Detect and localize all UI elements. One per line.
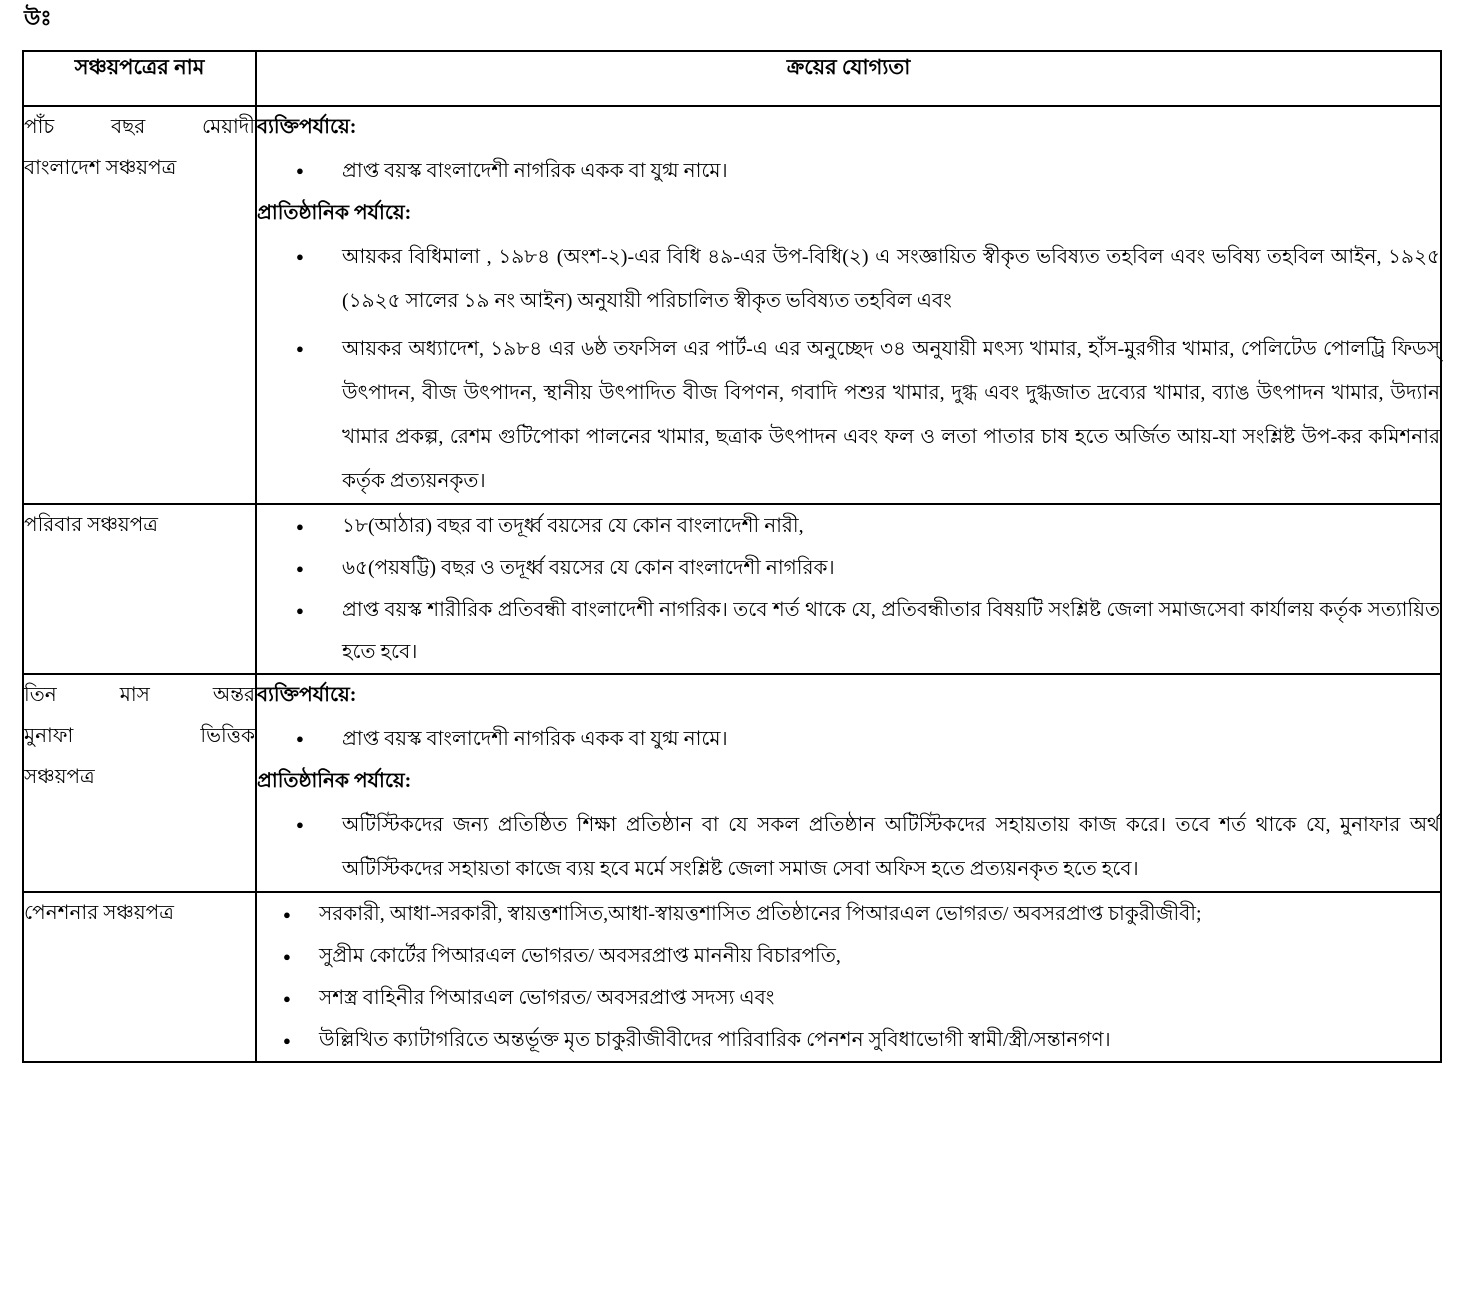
institutional-level-heading: প্রাতিষ্ঠানিক পর্যায়ে: [257, 770, 412, 792]
certificate-name-line: সঞ্চয়পত্র [24, 766, 95, 788]
eligibility-cell [256, 106, 1441, 504]
certificate-name-line: পাঁচ বছর মেয়াদী [24, 116, 255, 138]
list-item: ● অটিস্টিকদের জন্য প্রতিষ্ঠিত শিক্ষা প্রতিষ্ঠান বা যে সকল প্রতিষ্ঠান অটিস্টিকদের সহায়তায় কাজ করে। তবে শর্ত থাকে যে, মুনাফার অর্থ অটিস্টিকদের সহায়তা কাজে ব্যয় হবে মর্মে সংশ্লিষ্ট জেলা সমাজ সেবা অফিস হতে প্রত্যয়নকৃত হতে হবে। [257, 803, 1440, 891]
list-item: ● আয়কর বিধিমালা , ১৯৮৪ (অংশ-২)-এর বিধি ৪৯-এর উপ-বিধি(২) এ সংজ্ঞায়িত স্বীকৃত ভবিষ্যত তহবিল এবং ভবিষ্য তহবিল আইন, ১৯২৫ (১৯২৫ সালের ১৯ নং আইন) অনুযায়ী পরিচালিত স্বীকৃত ভবিষ্যত তহবিল এবং [257, 235, 1440, 323]
individual-level-heading: ব্যক্তিপর্যায়ে: [257, 116, 357, 138]
individual-level-bullet-list [257, 717, 1440, 761]
individual-level-heading: ব্যক্তিপর্যায়ে: [257, 684, 357, 706]
list-item: ● ৬৫(পয়ষট্টি) বছর ও তদূর্ধ্ব বয়সের যে কোন বাংলাদেশী নাগরিক। [257, 547, 1440, 589]
list-item: ● আয়কর অধ্যাদেশ, ১৯৮৪ এর ৬ষ্ঠ তফসিল এর পার্ট-এ এর অনুচ্ছেদ ৩৪ অনুযায়ী মৎস্য খামার, হাঁস-মুরগীর খামার, পেলিটেড পোলট্রি ফিডস্ উৎপাদন, বীজ উৎপাদন, স্থানীয় উৎপাদিত বীজ বিপণন, গবাদি পশুর খামার, দুগ্ধ এবং দুগ্ধজাত দ্রব্যের খামার, ব্যাঙ উৎপাদন খামার, উদ্যান খামার প্রকল্প, রেশম গুটিপোকা পালনের খামার, ছত্রাক উৎপাদন এবং ফল ও লতা পাতার চাষ হতে অর্জিত আয়-যা সংশ্লিষ্ট উপ-কর কমিশনার কর্তৃক প্রত্যয়নকৃত। [257, 327, 1440, 503]
savings-certificate-eligibility-table [22, 50, 1442, 1063]
eligibility-bullet-list [257, 505, 1440, 673]
institutional-level-heading: প্রাতিষ্ঠানিক পর্যায়ে: [257, 202, 412, 224]
column-header-name: সঞ্চয়পত্রের নাম [74, 55, 205, 79]
certificate-name-cell [23, 106, 256, 504]
list-item: ● প্রাপ্ত বয়স্ক বাংলাদেশী নাগরিক একক বা যুগ্ম নামে। [257, 717, 1440, 761]
certificate-name-line: পেনশনার সঞ্চয়পত্র [24, 902, 174, 924]
list-item: ● সশস্ত্র বাহিনীর পিআরএল ভোগরত/ অবসরপ্রাপ্ত সদস্য এবং [257, 977, 1440, 1019]
individual-level-bullet-list [257, 149, 1440, 193]
certificate-name-line: বাংলাদেশ সঞ্চয়পত্র [24, 157, 177, 179]
table-header-row [23, 51, 1441, 106]
table-row [23, 106, 1441, 504]
institutional-level-bullet-list [257, 235, 1440, 503]
eligibility-cell [256, 674, 1441, 892]
certificate-name-cell [23, 892, 256, 1062]
column-header-eligibility: ক্রয়ের যোগ্যতা [786, 55, 911, 79]
answer-label: উঃ [24, 6, 52, 30]
eligibility-cell [256, 892, 1441, 1062]
list-item: ● ১৮(আঠার) বছর বা তদূর্ধ্ব বয়সের যে কোন বাংলাদেশী নারী, [257, 505, 1440, 547]
table-row [23, 892, 1441, 1062]
list-item: ● প্রাপ্ত বয়স্ক শারীরিক প্রতিবন্ধী বাংলাদেশী নাগরিক। তবে শর্ত থাকে যে, প্রতিবন্ধীতার বিষয়টি সংশ্লিষ্ট জেলা সমাজসেবা কার্যালয় কর্তৃক সত্যায়িত হতে হবে। [257, 589, 1440, 673]
list-item: ● সরকারী, আধা-সরকারী, স্বায়ত্তশাসিত,আধা-স্বায়ত্তশাসিত প্রতিষ্ঠানের পিআরএল ভোগরত/ অবসরপ্রাপ্ত চাকুরীজীবী; [257, 893, 1440, 935]
table-row [23, 504, 1441, 674]
list-item: ● সুপ্রীম কোর্টের পিআরএল ভোগরত/ অবসরপ্রাপ্ত মাননীয় বিচারপতি, [257, 935, 1440, 977]
certificate-name-line: তিন মাস অন্তর [24, 684, 255, 706]
table-header-cell-name [23, 51, 256, 106]
table-row [23, 674, 1441, 892]
institutional-level-bullet-list [257, 803, 1440, 891]
list-item: ● উল্লিখিত ক্যাটাগরিতে অন্তর্ভূক্ত মৃত চাকুরীজীবীদের পারিবারিক পেনশন সুবিধাভোগী স্বামী/স্ত্রী/সন্তানগণ। [257, 1019, 1440, 1061]
certificate-name-cell [23, 674, 256, 892]
eligibility-cell [256, 504, 1441, 674]
list-item: ● প্রাপ্ত বয়স্ক বাংলাদেশী নাগরিক একক বা যুগ্ম নামে। [257, 149, 1440, 193]
table-header-cell-eligibility [256, 51, 1441, 106]
certificate-name-cell [23, 504, 256, 674]
eligibility-bullet-list [257, 893, 1440, 1061]
certificate-name-line: মুনাফা ভিত্তিক [24, 725, 255, 747]
certificate-name-line: পরিবার সঞ্চয়পত্র [24, 514, 158, 536]
